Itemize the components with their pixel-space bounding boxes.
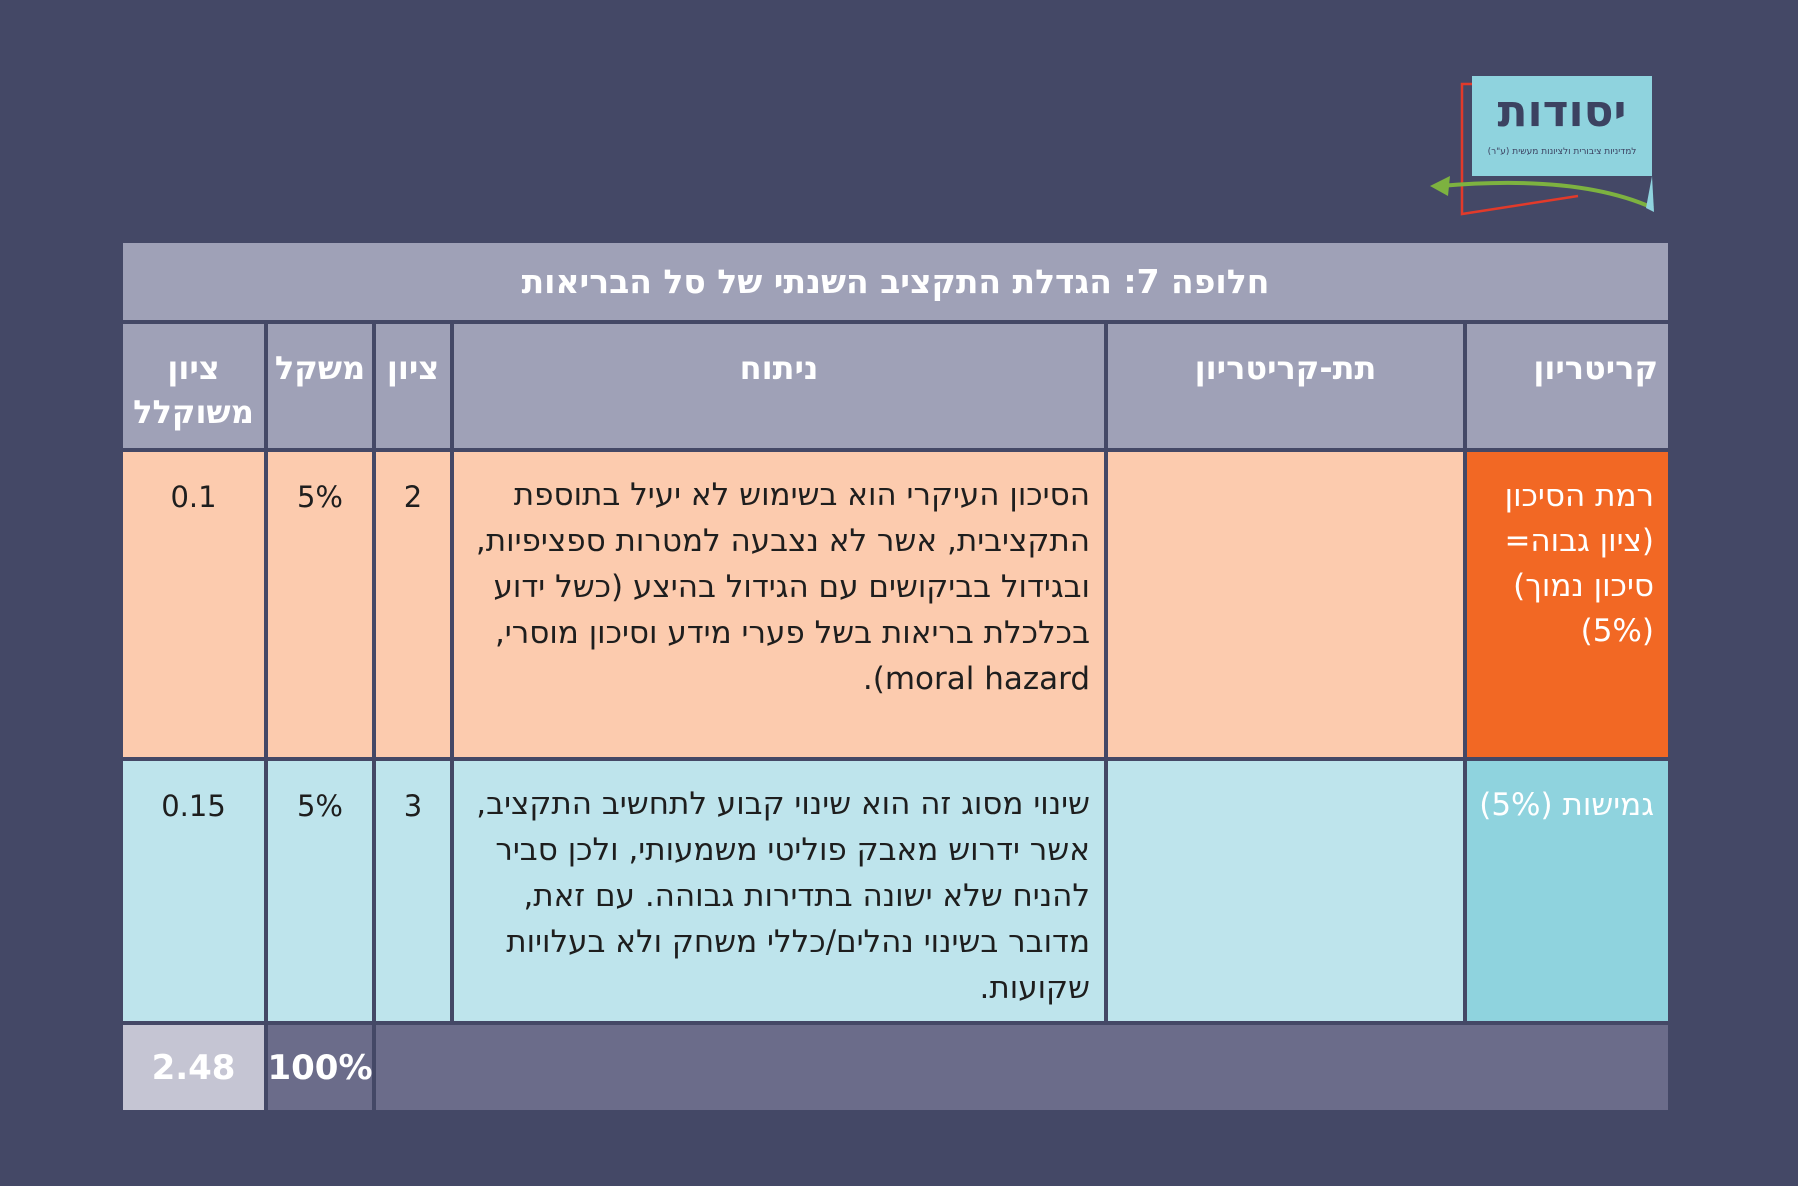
criteria-table — [123, 243, 1660, 1106]
logo — [1428, 74, 1658, 219]
row2-score: 3 — [376, 761, 450, 1021]
header-score: ציון — [376, 324, 450, 448]
row2-sub-criterion — [1108, 761, 1463, 1021]
logo-name: יסודות — [1497, 86, 1627, 137]
row1-weighted-score: 0.1 — [123, 452, 264, 757]
row2-criterion: גמישות (5%) — [1467, 761, 1668, 1021]
row2-weighted-score: 0.15 — [123, 761, 264, 1021]
table-title: חלופה 7: הגדלת התקציב השנתי של סל הבריאות — [123, 243, 1668, 320]
logo-box — [1472, 76, 1652, 176]
row1-analysis: הסיכון העיקרי הוא בשימוש לא יעיל בתוספת התקציבית, אשר לא נצבעה למטרות ספציפיות, ובגידול בביקושים עם הגידול בהיצע (כשל ידוע בכלכלת בריאות בשל פערי מידע וסיכון מוסרי, moral hazard). — [454, 452, 1104, 757]
header-weight: משקל — [268, 324, 372, 448]
row2-analysis: שינוי מסוג זה הוא שינוי קבוע לתחשיב התקציב, אשר ידרוש מאבק פוליטי משמעותי, ולכן סביר להניח שלא ישונה בתדירות גבוהה. עם זאת, מדובר בשינוי נהלים/כללי משחק ולא בעלויות שקועות. — [454, 761, 1104, 1021]
row2-weight: 5% — [268, 761, 372, 1021]
row1-weight: 5% — [268, 452, 372, 757]
row1-criterion: רמת הסיכון (ציון גבוה= סיכון נמוך) (5%) — [1467, 452, 1668, 757]
logo-tagline: למדיניות ציבורית ולציונות מעשית (ע"ר) — [1487, 147, 1637, 157]
header-criterion: קריטריון — [1467, 324, 1668, 448]
total-weighted-score: 2.48 — [123, 1025, 264, 1110]
summary-filler — [376, 1025, 1668, 1110]
row1-score: 2 — [376, 452, 450, 757]
header-weighted-score: ציון משוקלל — [123, 324, 264, 448]
header-analysis: ניתוח — [454, 324, 1104, 448]
header-sub-criterion: תת-קריטריון — [1108, 324, 1463, 448]
row1-sub-criterion — [1108, 452, 1463, 757]
total-weight: 100% — [268, 1025, 372, 1110]
